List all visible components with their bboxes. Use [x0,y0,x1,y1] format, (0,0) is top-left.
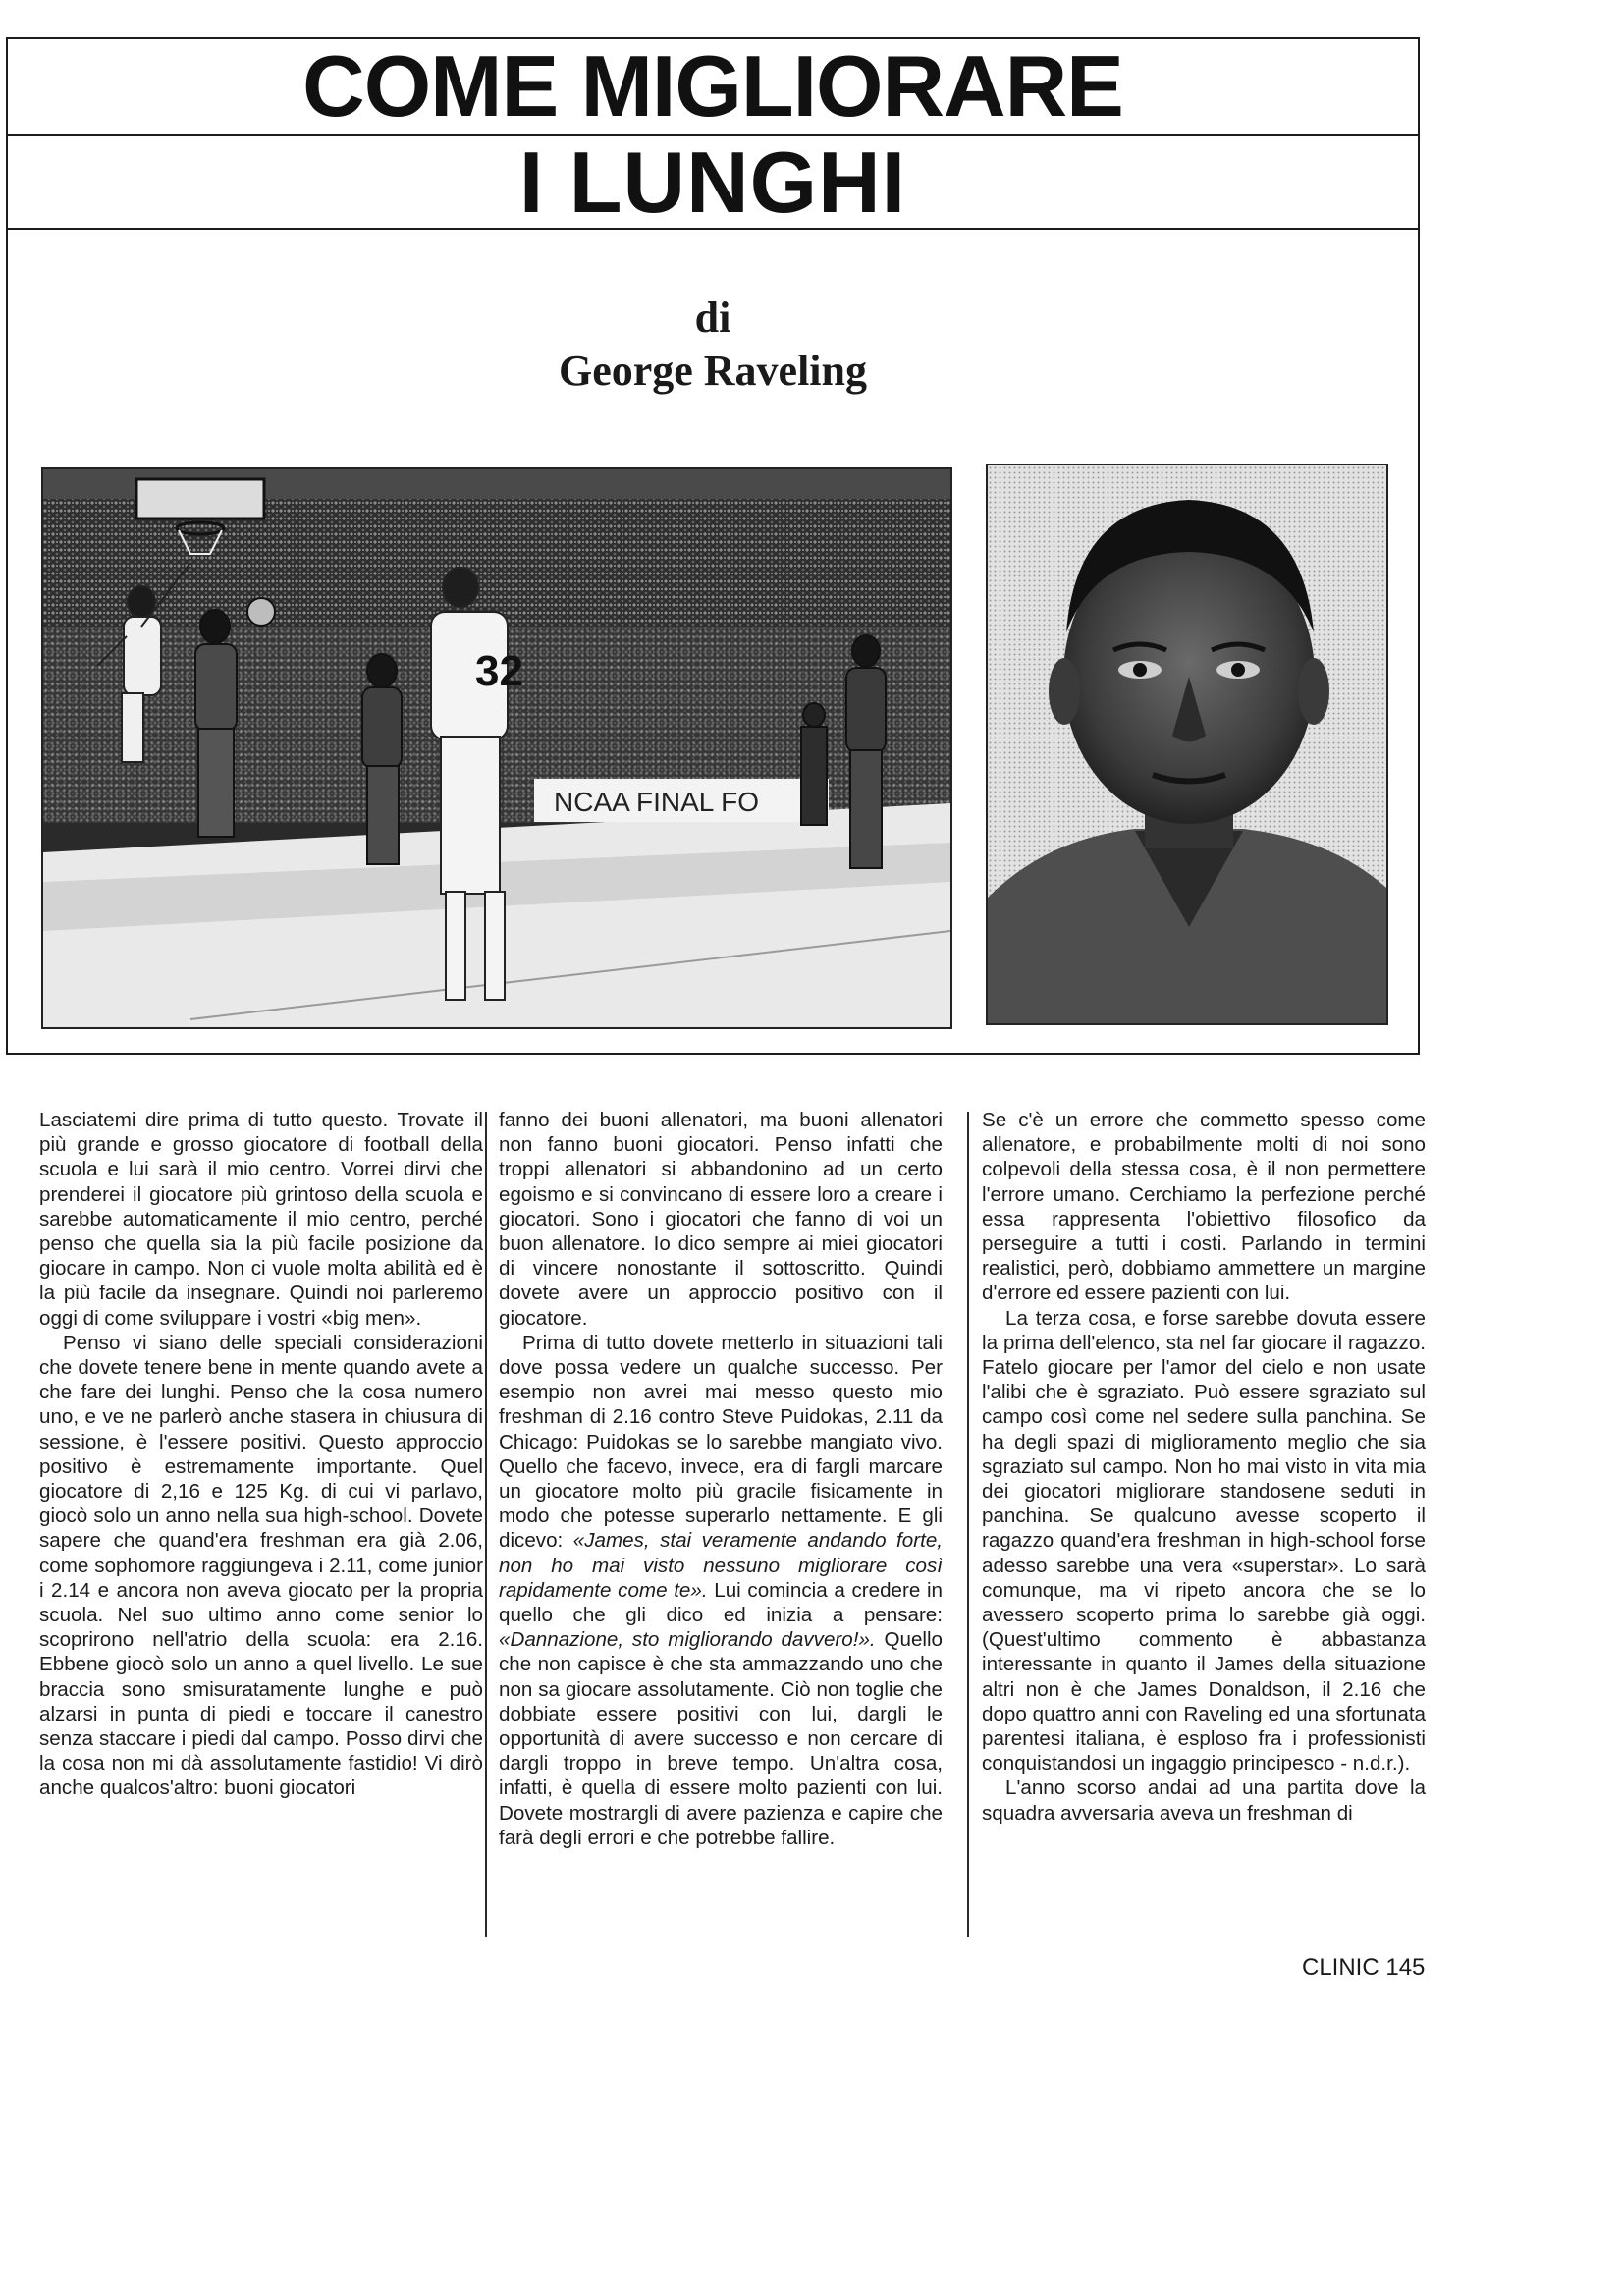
paragraph: La terza cosa, e forse sarebbe dovuta essere la prima dell'elenco, sta nel far giocare il ragazzo. Fatelo giocare per l'amor del cielo e non usate l'alibi che è sgraziato. Può essere sgraziato sul campo così come nel sedere sulla panchina. Se ha degli spazi di miglioramento meglio che sia sgraziato sul campo. Non ho mai visto in vita mia dei giocatori migliorare standosene seduti in panchina. Se qualcuno avesse scoperto il ragazzo quand'era freshman in high-school forse adesso sarebbe una vera «superstar». Lo sarà comunque, ma vi ripeto ancora che se lo avessero scoperto prima lo sarebbe già oggi. (Quest'ultimo commento è abbastanza interessante in quanto il James della situazione altri non è che James Donaldson, il 2.16 che dopo quattro anni con Raveling ed una sfortunata parentesi italiana, è esploso fra i professionisti conquistandosi un ingaggio principesco - n.d.r.). [982,1306,1426,1776]
article-column-3 [982,1108,1426,1826]
paragraph-intro [499,1331,943,1850]
author-portrait-photo [986,464,1388,1025]
title-line-1: COME MIGLIORARE [6,37,1420,136]
basketball-game-photo [41,467,952,1029]
paragraph: Lui comincia a credere in quello che gli dico ed inizia a pensare: [499,1578,943,1627]
page-footer: CLINIC 145 [1302,1954,1426,1981]
paragraph: L'anno scorso andai ad una partita dove la squadra avversaria aveva un freshman di [982,1777,1426,1825]
banner-text: NCAA FINAL FO [554,787,760,817]
quote-2: «Dannazione, sto migliorando davvero!». [499,1628,876,1652]
paragraph: Lasciatemi dire prima di tutto questo. Trovate il più grande e grosso giocatore di football della scuola e lui sarà il mio centro. Vorrei dirvi che prenderei il giocatore più grintoso della scuola e sarebbe automaticamente il mio centro, perché penso che quella sia la più facile posizione da giocare in campo. Non ci vuole molta abilità ed è la più facile da insegnare. Quindi noi parleremo oggi di come sviluppare i vostri «big men». [39,1109,483,1330]
paragraph: fanno dei buoni allenatori, ma buoni allenatori non fanno buoni giocatori. Penso infatti che troppi allenatori si abbandonino ad un certo egoismo e si convincano di essere loro a creare i giocatori. Sono i giocatori che fanno di voi un buon allenatore. Io dico sempre ai miei giocatori di vincere nonostante il sottoscritto. Quindi dovete avere un approccio positivo con il giocatore. [499,1109,943,1330]
byline-author: George Raveling [558,347,868,395]
byline-di: di [694,294,731,342]
basketball-game-illustration [43,469,950,1027]
paragraph: Prima di tutto dovete metterlo in situazioni tali dove possa vedere un qualche successo. Per esempio non avrei mai messo questo mio freshman di 2.16 contro Steve Puidokas, 2.11 da Chicago: Puidokas se lo sarebbe mangiato vivo. Quello che facevo, invece, era di fargli marcare un giocatore molto più gracile fisicamente in modo che potesse superarlo nettamente. E gli dicevo: [499,1331,943,1553]
article-column-2 [499,1108,943,1850]
paragraph: Se c'è un errore che commetto spesso come allenatore, e probabilmente molti di noi sono colpevoli della stessa cosa, è il non permettere l'errore umano. Cerchiamo la perfezione perché essa rappresenta l'obiettivo filosofico da perseguire a tutti i costi. Parlando in termini realistici, però, dobbiamo ammettere un margine d'errore ed essere pazienti con lui. [982,1109,1426,1305]
portrait-illustration [988,465,1386,1023]
column-divider-2 [967,1112,969,1937]
paragraph: Quello che non capisce è che sta ammazzando uno che non sa giocare assolutamente. Ciò non toglie che dobbiate essere positivi con lui, dargli le opportunità di avere successo e non cercare di dargli troppo in breve tempo. Un'altra cosa, infatti, è quella di essere molto pazienti con lui. Dovete mostrargli di avere pazienza e capire che farà degli errori e che potrebbe fallire. [499,1628,943,1849]
paragraph: Penso vi siano delle speciali considerazioni che dovete tenere bene in mente quando avete a che fare dei lunghi. Penso che la cosa numero uno, e ve ne parlerò anche stasera in chiusura di sessione, è l'essere positivi. Questo approccio positivo è estremamente importante. Quel giocatore di 2,16 e 125 Kg. di cui vi parlavo, giocò solo un anno nella sua high-school. Dovete sapere che quand'era freshman era già 2.06, come sophomore raggiungeva i 2.11, come junior i 2.14 e ancora non aveva giocato per la propria scuola. Nel suo ultimo anno come senior lo scoprirono nell'atrio della scuola: era 2.16. Ebbene giocò solo un anno a quel livello. Le sue braccia sono smisuratamente lunghe e può alzarsi in punta di piedi e toccare il canestro senza staccare i piedi dal campo. Posso dirvi che la cosa non mi dà assolutamente fastidio! Vi dirò anche qualcos'altro: buoni giocatori [39,1331,483,1800]
title-line-2: I LUNGHI [6,136,1420,230]
svg-text:32: 32 [475,647,523,695]
column-divider-1 [485,1112,487,1937]
quote-1: «James, stai veramente andando forte, non ho mai visto nessuno migliorare così rapidamente come te». [499,1529,943,1602]
article-column-1 [39,1108,483,1801]
